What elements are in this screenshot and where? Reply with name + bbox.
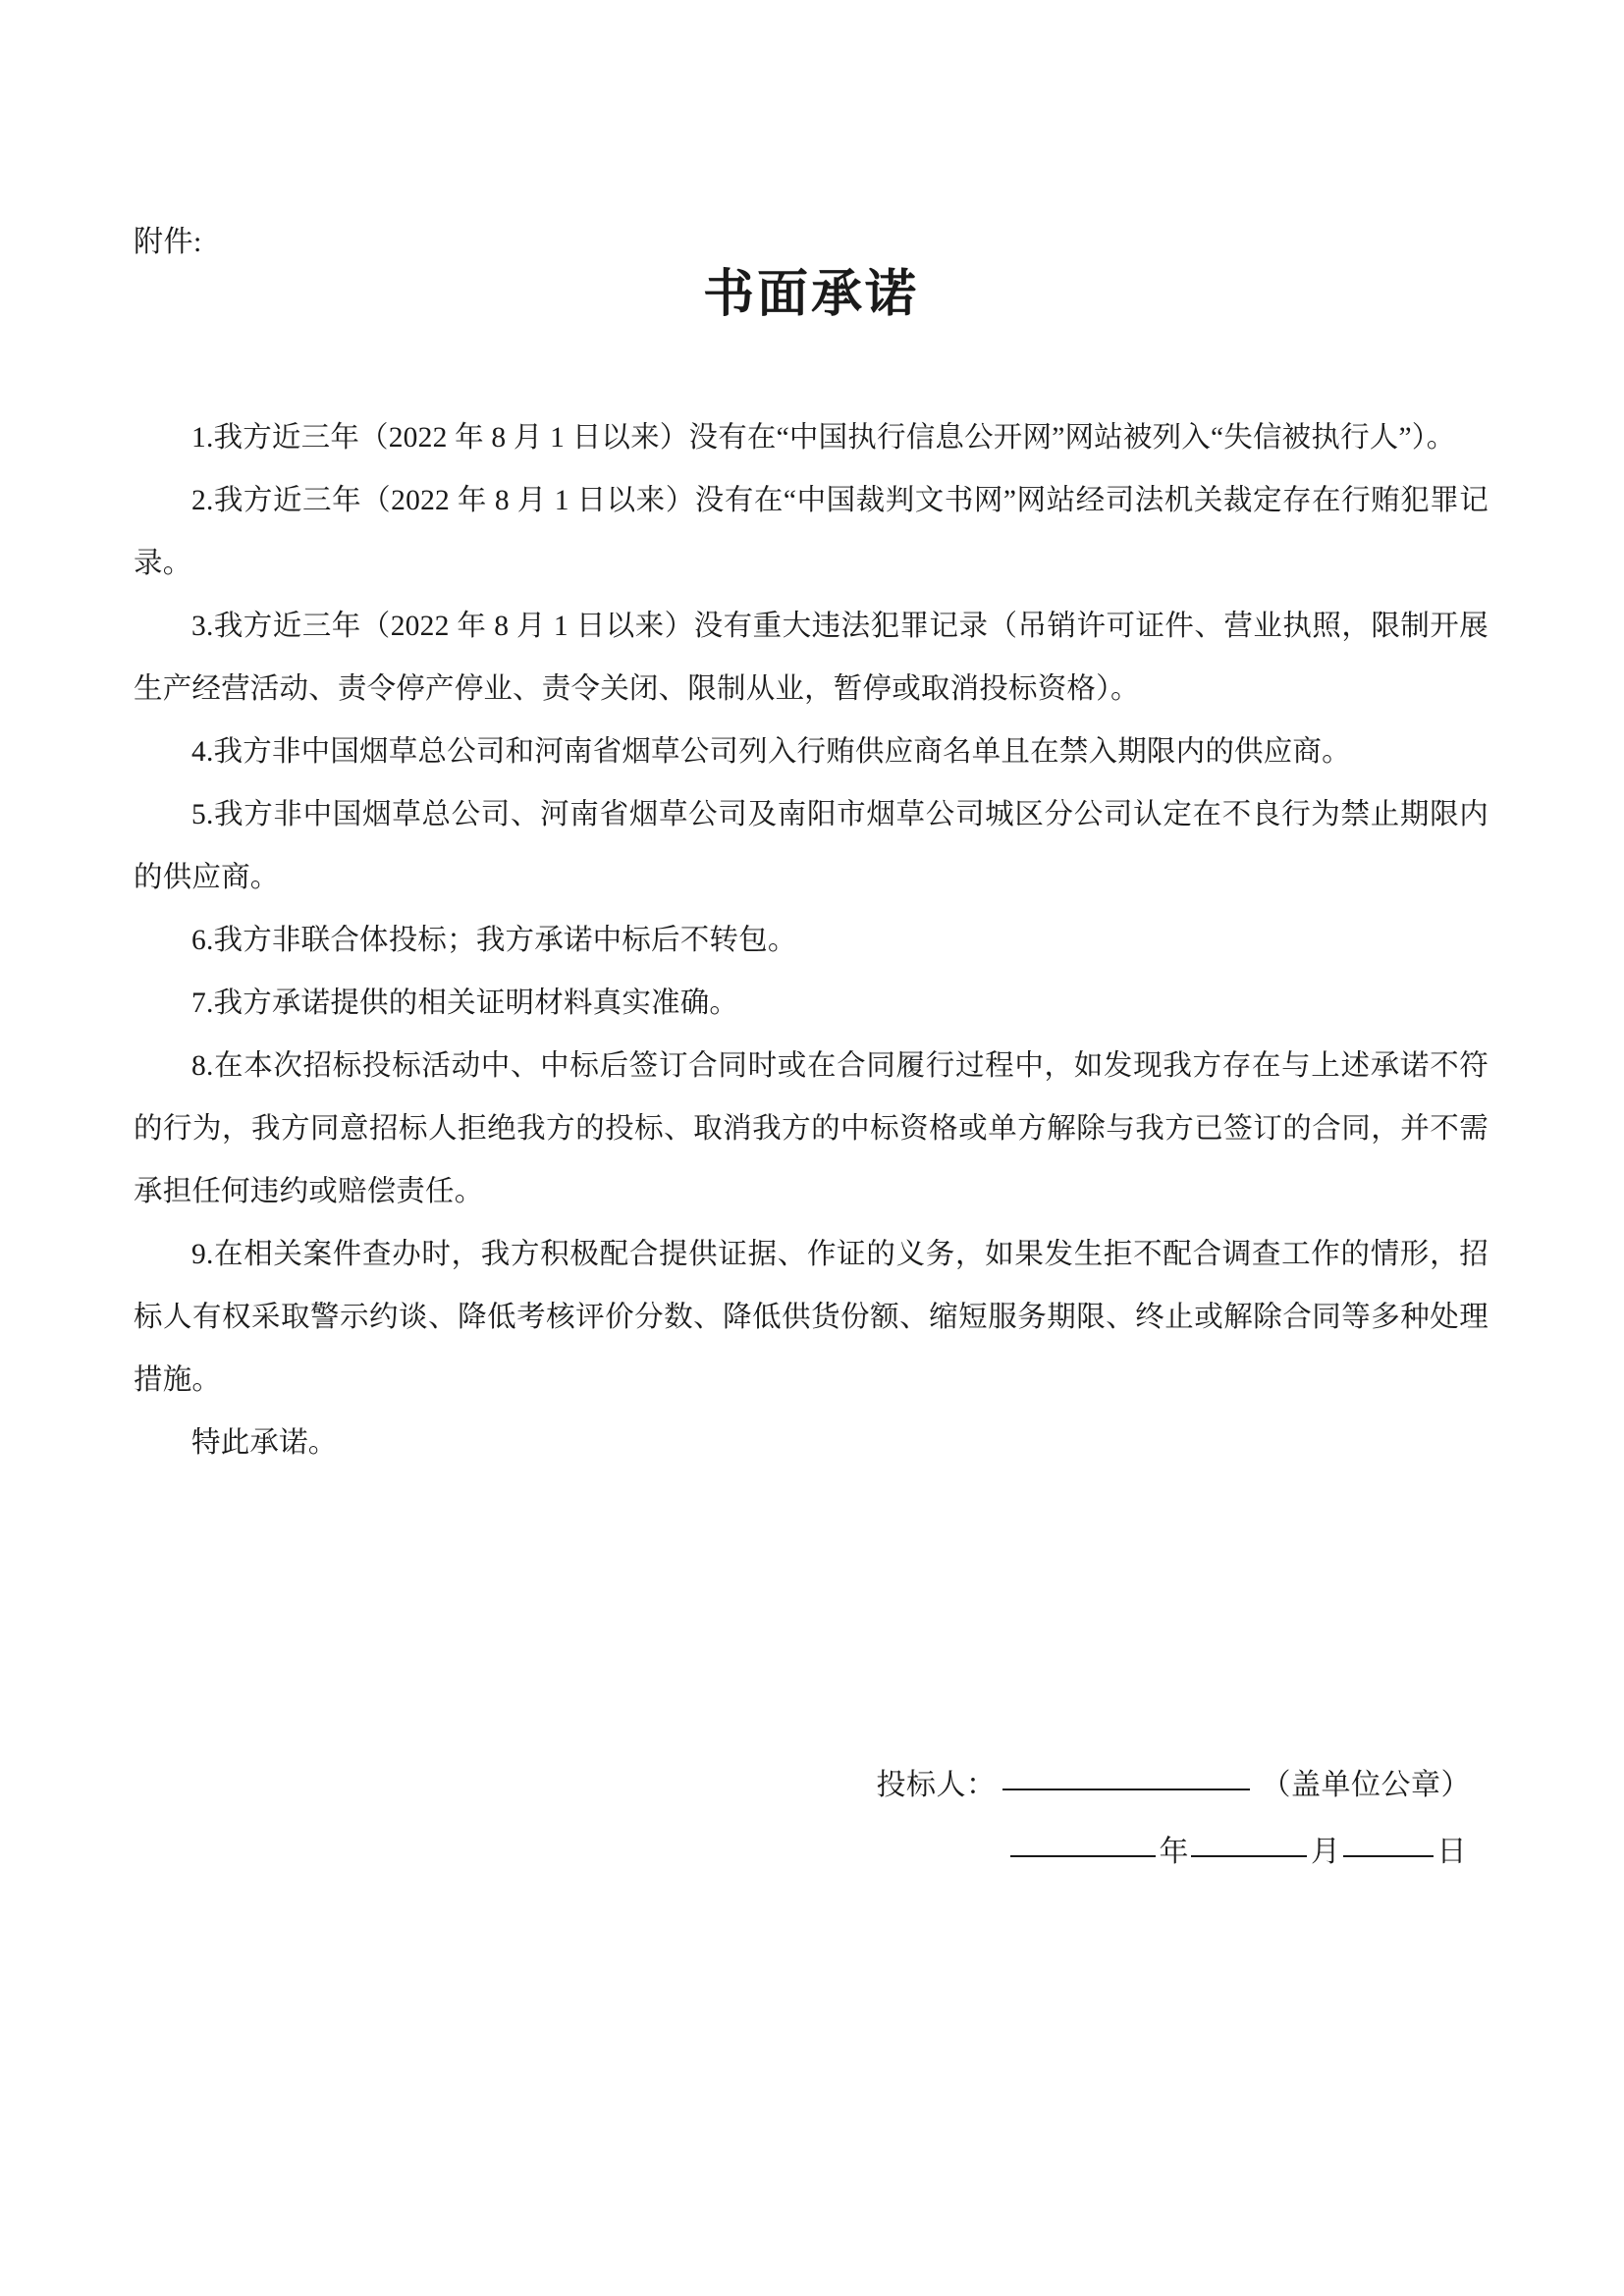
- commitment-clause-list: [134, 406, 1489, 1474]
- commitment-clause: 6.我方非联合体投标；我方承诺中标后不转包。: [191, 925, 797, 956]
- bidder-label: 投标人：: [876, 1769, 997, 1801]
- year-label: 年: [1159, 1836, 1189, 1868]
- company-seal-note: （盖单位公章）: [1261, 1769, 1471, 1801]
- bidder-signature-row: [134, 1757, 1489, 1814]
- day-label: 日: [1436, 1836, 1467, 1868]
- commitment-clause: 5.我方非中国烟草总公司、河南省烟草公司及南阳市烟草公司城区分公司认定在不良行为禁止期限内的供应商。: [134, 799, 1489, 893]
- year-input-line[interactable]: [1010, 1854, 1156, 1857]
- commitment-clause: 4.我方非中国烟草总公司和河南省烟草公司列入行贿供应商名单且在禁入期限内的供应商。: [191, 736, 1351, 768]
- commitment-clause: 9.在相关案件查办时，我方积极配合提供证据、作证的义务，如果发生拒不配合调查工作的情形，招标人有权采取警示约谈、降低考核评价分数、降低供货份额、缩短服务期限、终止或解除合同等多种处理措施。: [134, 1239, 1489, 1396]
- date-row: [134, 1824, 1489, 1881]
- day-input-line[interactable]: [1343, 1854, 1434, 1857]
- commitment-clause: 7.我方承诺提供的相关证明材料真实准确。: [191, 988, 739, 1019]
- commitment-clause: 8.在本次招标投标活动中、中标后签订合同时或在合同履行过程中，如发现我方存在与上述承诺不符的行为，我方同意招标人拒绝我方的投标、取消我方的中标资格或单方解除与我方已签订的合同，并不需承担任何违约或赔偿责任。: [134, 1050, 1489, 1207]
- commitment-clause: 3.我方近三年（2022 年 8 月 1 日以来）没有重大违法犯罪记录（吊销许可证件、营业执照，限制开展生产经营活动、责令停产停业、责令关闭、限制从业，暂停或取消投标资格）。: [134, 611, 1489, 705]
- bidder-signature-line[interactable]: [1002, 1788, 1250, 1790]
- month-label: 月: [1311, 1836, 1341, 1868]
- month-input-line[interactable]: [1191, 1854, 1307, 1857]
- page-title: 书面承诺: [702, 267, 919, 323]
- commitment-clause: 2.我方近三年（2022 年 8 月 1 日以来）没有在“中国裁判文书网”网站经司法机关裁定存在行贿犯罪记录。: [134, 485, 1489, 579]
- closing-statement: 特此承诺。: [191, 1427, 338, 1459]
- attachment-label: 附件:: [134, 226, 202, 258]
- signature-block: [134, 1757, 1489, 1881]
- commitment-clause: 1.我方近三年（2022 年 8 月 1 日以来）没有在“中国执行信息公开网”网站被列入“失信被执行人”）。: [191, 422, 1456, 454]
